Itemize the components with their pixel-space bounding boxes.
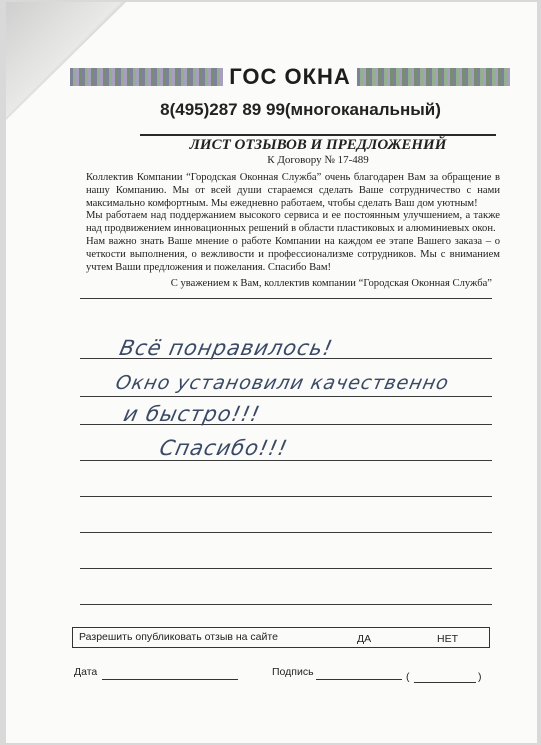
publish-permission-label: Разрешить опубликовать отзыв на сайте <box>79 631 278 643</box>
name-paren-open: ( <box>406 671 410 683</box>
form-title: ЛИСТ ОТЗЫВОВ И ПРЕДЛОЖЕНИЙ <box>189 137 447 153</box>
intro-paragraph: Нам важно знать Ваше мнение о работе Компании на каждом ее этапе Вашего заказа – о четкости выполнения, о вежливости и профессионализме сотрудников. Мы с вниманием учтем Ваши предложения и пожелания. Спасибо Вам! <box>86 235 500 273</box>
redacted-stripe-left <box>70 68 223 86</box>
publish-permission-box <box>72 627 490 648</box>
signoff: С уважением к Вам, коллектив компании “Городская Оконная Служба” <box>170 278 492 289</box>
handwritten-line: Спасибо!!! <box>157 436 291 460</box>
feedback-line <box>80 496 492 497</box>
feedback-line <box>80 396 492 397</box>
intro-paragraph: Коллектив Компании “Городская Оконная Служба” очень благодарен Вам за обращение в нашу Компанию. Мы от всей души стараемся сделать Ваше сотрудничество с нами максимально комфортным. Мы ежедневно работаем, чтобы сделать Ваш дом уютным! <box>86 172 500 209</box>
redacted-stripe-right <box>357 68 510 86</box>
brand-name: ГОС ОКНА <box>229 64 351 89</box>
date-label: Дата <box>74 666 98 678</box>
handwritten-line: Всё понравилось! <box>117 336 336 360</box>
feedback-line <box>80 298 492 299</box>
feedback-line <box>80 532 492 533</box>
publish-no-option[interactable]: НЕТ <box>437 633 458 645</box>
name-paren-close: ) <box>478 671 482 683</box>
name-field-line[interactable] <box>414 682 476 683</box>
intro-paragraph: Мы работаем над поддержанием высокого сервиса и ее постоянным улучшением, а также над продвижением инновационных решений в области пластиковых и алюминиевых окон. <box>86 210 500 235</box>
feedback-line <box>80 604 492 605</box>
feedback-line <box>80 460 492 461</box>
signature-field-line[interactable] <box>316 679 402 680</box>
phone-number: 8(495)287 89 99(многоканальный) <box>160 100 441 119</box>
publish-yes-option[interactable]: ДА <box>357 633 372 645</box>
intro-text <box>86 172 500 274</box>
header-divider <box>140 134 496 136</box>
feedback-line <box>80 568 492 569</box>
handwritten-line: и быстро!!! <box>121 402 263 426</box>
brand-header <box>70 62 510 92</box>
handwritten-line: Окно установили качественно <box>113 372 452 394</box>
date-field-line[interactable] <box>102 679 238 680</box>
signature-label: Подпись <box>272 666 314 678</box>
contract-number: К Договору № 17-489 <box>267 154 369 166</box>
